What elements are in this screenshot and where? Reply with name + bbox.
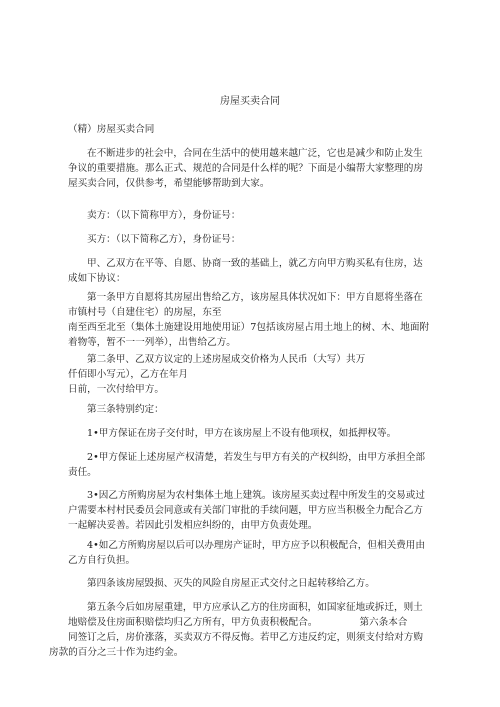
document-subtitle: （精）房屋买卖合同 xyxy=(68,124,155,135)
buyer-line: 买方：（以下简称乙方），身份证号： xyxy=(87,234,241,245)
article-2-line-1: 第二条甲、乙双方议定的上述房屋成交价格为人民币（大写）共万 xyxy=(87,354,366,365)
article-3-item-3: 3•因乙方所购房屋为农村集体土地上建筑。该房屋买卖过程中所发生的交易或过户需要本村村民委员会同意或有关部门审批的手续问题，甲方应当积极全力配合乙方一起解决妥善。若因此引发相应纠纷的，由甲方负责处理。 xyxy=(68,490,425,531)
article-2-line-3: 日前，一次付给甲方。 xyxy=(68,384,164,395)
article-6-heading: 第六条本合 xyxy=(359,617,408,628)
seller-line: 卖方：（以下简称甲方），身份证号： xyxy=(87,210,241,221)
article-5 xyxy=(49,600,432,660)
article-2 xyxy=(68,352,432,397)
article-2-line-2: 仟佰即小写元），乙方在年月 xyxy=(68,369,188,380)
article-1-line-2: 南至西至北至（集体土施建设用地使用证）7包括该房屋占用土地上的树、木、地面附着物等，暂不一一列举），出售给乙方。 xyxy=(68,322,430,348)
article-4: 第四条该房屋毁损、灭失的风险自房屋正式交付之日起转移给乙方。 xyxy=(87,578,375,589)
article-5-line-1: 第五条今后如房屋重建，甲方应承认乙方的住房面积，如国家征地或拆迁，则土地赔偿及住房面积赔偿均归乙方所有，甲方负责积极配合。 xyxy=(68,602,423,628)
article-6-line: 同签订之后，房价涨落，买卖双方不得反悔。若甲乙方违反约定，则须支付给对方购房款的百分之三十作为违约金。 xyxy=(49,632,423,658)
intro-paragraph: 在不断进步的社会中，合同在生活中的使用越来越广泛，它也是减少和防止发生争议的重要措施。那么正式、规范的合同是什么样的呢？下面是小编帮大家整理的房屋买卖合同，仅供参考，希望能够帮助到大家。 xyxy=(68,148,423,189)
article-3-item-4: 4•如乙方所购房屋以后可以办理房产证时，甲方应予以积极配合，但相关费用由乙方自行负担。 xyxy=(68,540,425,566)
article-3-item-2: 2•甲方保证上述房屋产权清楚，若发生与甲方有关的产权纠纷，由甲方承担全部责任。 xyxy=(68,452,425,478)
article-1-line-1: 第一条甲方自愿将其房屋出售给乙方，该房屋具体状况如下：甲方自愿将坐落在市镇村号（自建住宅）的房屋，东至 xyxy=(68,292,423,318)
article-3-item-1: 1•甲方保证在房子交付时，甲方在该房屋上不设有他项权，如抵押权等。 xyxy=(87,428,397,439)
article-1 xyxy=(68,290,432,350)
article-3-heading: 第三条特别约定： xyxy=(87,404,164,415)
document-title: 房屋买卖合同 xyxy=(220,96,280,107)
agreement-paragraph: 甲、乙双方在平等、自愿、协商一致的基础上，就乙方向甲方购买私有住房，达成如下协议： xyxy=(68,258,423,284)
